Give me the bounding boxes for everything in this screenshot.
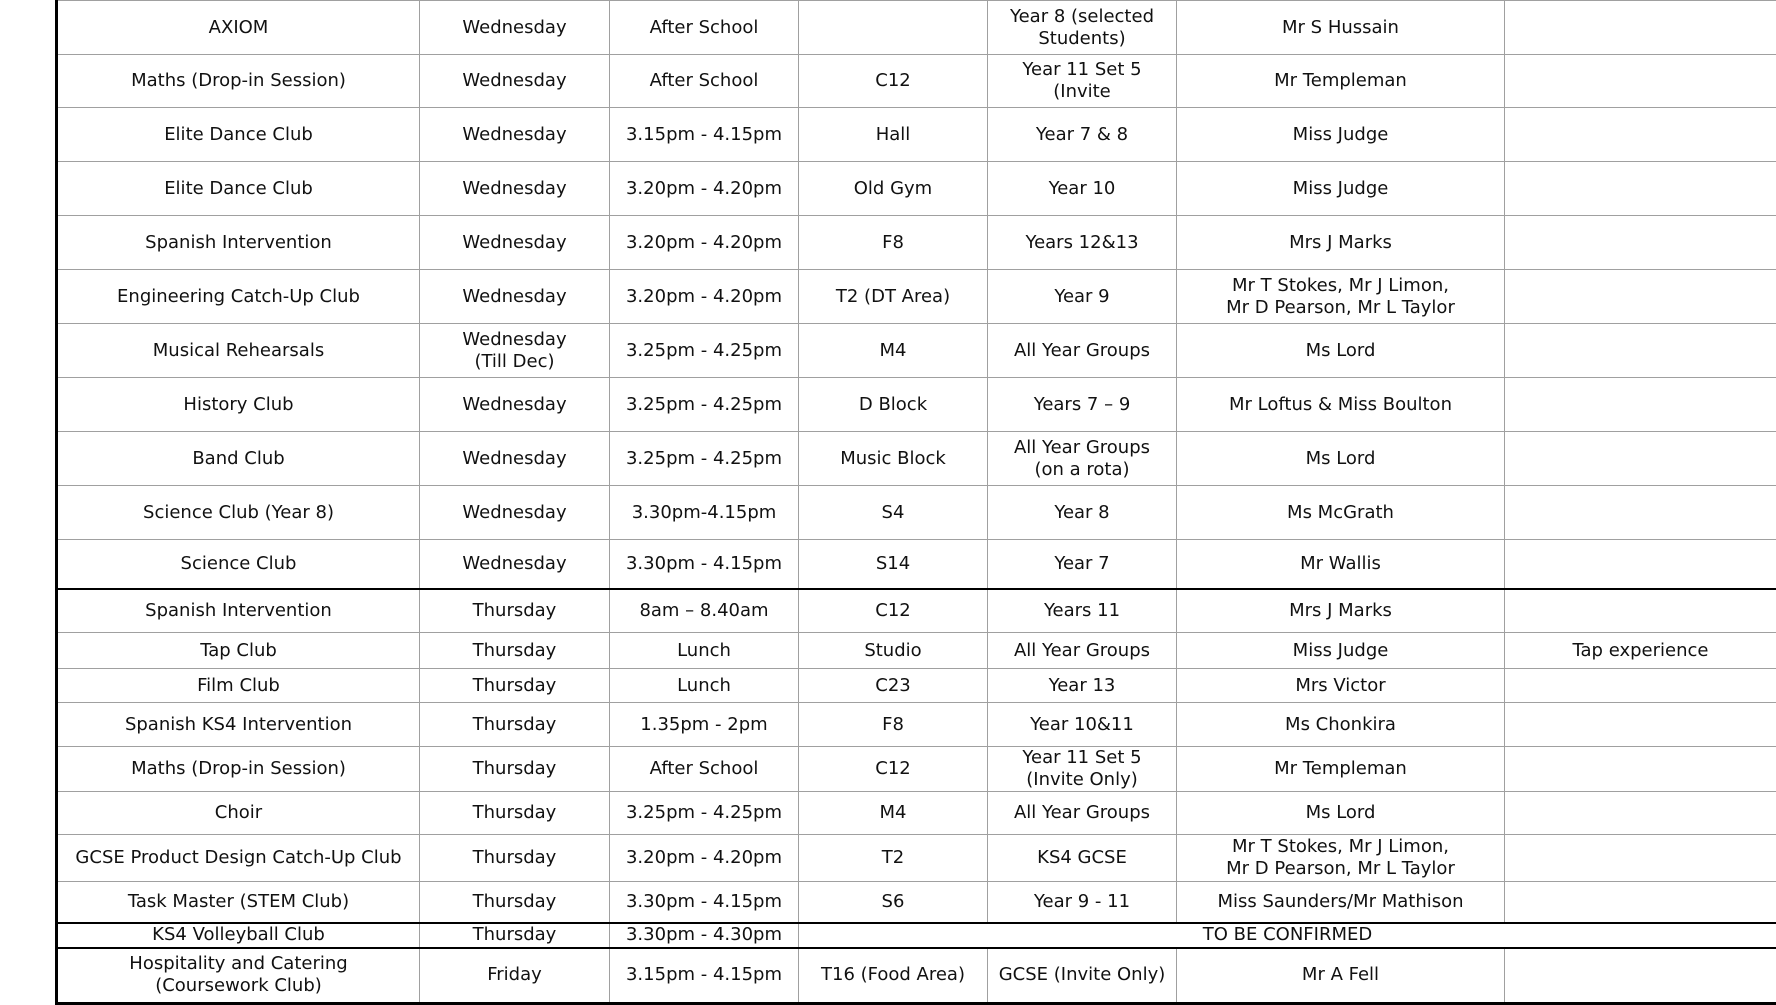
cell-day: Wednesday [420, 55, 610, 108]
cell-notes [1505, 432, 1776, 486]
cell-time: 3.15pm - 4.15pm [610, 948, 799, 1004]
cell-activity: Spanish Intervention [57, 589, 420, 633]
table-row [57, 1, 1776, 55]
cell-staff: Mr A Fell [1177, 948, 1505, 1004]
cell-year: Year 7 [988, 540, 1177, 589]
cell-year: Year 9 [988, 270, 1177, 324]
cell-time: 3.25pm - 4.25pm [610, 432, 799, 486]
cell-day: Wednesday [420, 270, 610, 324]
cell-to-be-confirmed: TO BE CONFIRMED [799, 923, 1776, 948]
cell-time: 3.20pm - 4.20pm [610, 270, 799, 324]
cell-room: F8 [799, 703, 988, 747]
cell-year: Year 8 (selected Students) [988, 1, 1177, 55]
cell-room: T2 [799, 835, 988, 882]
cell-activity: Film Club [57, 669, 420, 703]
cell-activity: Science Club [57, 540, 420, 589]
cell-year: Year 9 - 11 [988, 882, 1177, 923]
cell-activity: GCSE Product Design Catch-Up Club [57, 835, 420, 882]
cell-room: C12 [799, 747, 988, 792]
cell-day: Thursday [420, 703, 610, 747]
cell-day: Wednesday [420, 108, 610, 162]
cell-time: 3.30pm - 4.30pm [610, 923, 799, 948]
cell-room: S6 [799, 882, 988, 923]
cell-time: 3.30pm - 4.15pm [610, 882, 799, 923]
cell-year: All Year Groups (on a rota) [988, 432, 1177, 486]
cell-year: Year 13 [988, 669, 1177, 703]
cell-room: M4 [799, 792, 988, 835]
cell-notes [1505, 882, 1776, 923]
table-row [57, 162, 1776, 216]
cell-year: Years 7 – 9 [988, 378, 1177, 432]
cell-room: C12 [799, 55, 988, 108]
table-row [57, 378, 1776, 432]
cell-day: Wednesday (Till Dec) [420, 324, 610, 378]
table-row [57, 324, 1776, 378]
cell-staff: Ms Lord [1177, 324, 1505, 378]
cell-activity: Spanish Intervention [57, 216, 420, 270]
cell-room: F8 [799, 216, 988, 270]
cell-notes [1505, 108, 1776, 162]
table-row [57, 486, 1776, 540]
cell-notes [1505, 378, 1776, 432]
cell-day: Wednesday [420, 162, 610, 216]
cell-staff: Mr S Hussain [1177, 1, 1505, 55]
cell-notes [1505, 792, 1776, 835]
cell-time: 3.30pm - 4.15pm [610, 540, 799, 589]
cell-time: 3.25pm - 4.25pm [610, 378, 799, 432]
cell-day: Thursday [420, 633, 610, 669]
cell-activity: Elite Dance Club [57, 162, 420, 216]
cell-time: 3.30pm-4.15pm [610, 486, 799, 540]
table-row [57, 882, 1776, 923]
cell-time: 1.35pm - 2pm [610, 703, 799, 747]
cell-room: Hall [799, 108, 988, 162]
cell-year: Year 10&11 [988, 703, 1177, 747]
cell-year: Year 7 & 8 [988, 108, 1177, 162]
table-row [57, 540, 1776, 589]
cell-notes [1505, 703, 1776, 747]
cell-year: Years 12&13 [988, 216, 1177, 270]
cell-room: S14 [799, 540, 988, 589]
cell-notes [1505, 162, 1776, 216]
cell-activity: Choir [57, 792, 420, 835]
cell-day: Wednesday [420, 216, 610, 270]
cell-notes: Tap experience [1505, 633, 1776, 669]
cell-day: Thursday [420, 882, 610, 923]
cell-room: C12 [799, 589, 988, 633]
cell-staff: Ms McGrath [1177, 486, 1505, 540]
cell-activity: Musical Rehearsals [57, 324, 420, 378]
table-row [57, 270, 1776, 324]
cell-year: KS4 GCSE [988, 835, 1177, 882]
cell-year: All Year Groups [988, 792, 1177, 835]
cell-staff: Mr T Stokes, Mr J Limon, Mr D Pearson, Mr L Taylor [1177, 270, 1505, 324]
cell-activity: History Club [57, 378, 420, 432]
cell-activity: Engineering Catch-Up Club [57, 270, 420, 324]
cell-year: Year 11 Set 5 (Invite Only) [988, 747, 1177, 792]
cell-notes [1505, 540, 1776, 589]
cell-staff: Ms Lord [1177, 792, 1505, 835]
cell-activity: Task Master (STEM Club) [57, 882, 420, 923]
table-row-volleyball [57, 923, 1776, 948]
cell-staff: Miss Judge [1177, 162, 1505, 216]
cell-room: M4 [799, 324, 988, 378]
cell-year: Years 11 [988, 589, 1177, 633]
cell-time: After School [610, 1, 799, 55]
cell-time: 3.25pm - 4.25pm [610, 324, 799, 378]
cell-staff: Miss Judge [1177, 633, 1505, 669]
cell-time: 3.15pm - 4.15pm [610, 108, 799, 162]
cell-notes [1505, 835, 1776, 882]
cell-year: Year 10 [988, 162, 1177, 216]
table-row [57, 703, 1776, 747]
table-row [57, 835, 1776, 882]
cell-notes [1505, 270, 1776, 324]
cell-time: Lunch [610, 633, 799, 669]
cell-time: 3.25pm - 4.25pm [610, 792, 799, 835]
cell-year: GCSE (Invite Only) [988, 948, 1177, 1004]
cell-notes [1505, 948, 1776, 1004]
cell-activity: Tap Club [57, 633, 420, 669]
cell-day: Thursday [420, 589, 610, 633]
cell-notes [1505, 747, 1776, 792]
cell-time: 8am – 8.40am [610, 589, 799, 633]
cell-time: Lunch [610, 669, 799, 703]
cell-staff: Mrs J Marks [1177, 589, 1505, 633]
cell-notes [1505, 216, 1776, 270]
cell-day: Wednesday [420, 540, 610, 589]
cell-staff: Miss Saunders/Mr Mathison [1177, 882, 1505, 923]
cell-staff: Mr Loftus & Miss Boulton [1177, 378, 1505, 432]
table-row [57, 669, 1776, 703]
cell-time: After School [610, 55, 799, 108]
cell-year: All Year Groups [988, 324, 1177, 378]
cell-time: 3.20pm - 4.20pm [610, 835, 799, 882]
cell-room: T2 (DT Area) [799, 270, 988, 324]
cell-notes [1505, 486, 1776, 540]
cell-activity: Elite Dance Club [57, 108, 420, 162]
cell-staff: Mr Templeman [1177, 55, 1505, 108]
table-row [57, 792, 1776, 835]
cell-activity: Hospitality and Catering (Coursework Club) [57, 948, 420, 1004]
cell-room: Studio [799, 633, 988, 669]
cell-day: Wednesday [420, 378, 610, 432]
cell-activity: AXIOM [57, 1, 420, 55]
cell-staff: Miss Judge [1177, 108, 1505, 162]
cell-notes [1505, 324, 1776, 378]
cell-day: Thursday [420, 923, 610, 948]
cell-notes [1505, 1, 1776, 55]
cell-activity: KS4 Volleyball Club [57, 923, 420, 948]
cell-room: Old Gym [799, 162, 988, 216]
table-row [57, 55, 1776, 108]
cell-activity: Maths (Drop-in Session) [57, 747, 420, 792]
cell-room: Music Block [799, 432, 988, 486]
cell-room: T16 (Food Area) [799, 948, 988, 1004]
cell-day: Friday [420, 948, 610, 1004]
table-row [57, 747, 1776, 792]
cell-day: Thursday [420, 747, 610, 792]
cell-day: Wednesday [420, 486, 610, 540]
cell-room [799, 1, 988, 55]
clubs-schedule-table [55, 0, 1776, 1005]
table-row [57, 589, 1776, 633]
cell-staff: Ms Lord [1177, 432, 1505, 486]
cell-staff: Ms Chonkira [1177, 703, 1505, 747]
cell-room: D Block [799, 378, 988, 432]
cell-day: Wednesday [420, 1, 610, 55]
cell-year: Year 8 [988, 486, 1177, 540]
cell-staff: Mrs J Marks [1177, 216, 1505, 270]
cell-activity: Maths (Drop-in Session) [57, 55, 420, 108]
table-row [57, 432, 1776, 486]
cell-staff: Mrs Victor [1177, 669, 1505, 703]
cell-room: C23 [799, 669, 988, 703]
cell-staff: Mr T Stokes, Mr J Limon, Mr D Pearson, Mr L Taylor [1177, 835, 1505, 882]
table-row-hospitality [57, 948, 1776, 1004]
cell-day: Thursday [420, 792, 610, 835]
cell-notes [1505, 669, 1776, 703]
cell-time: 3.20pm - 4.20pm [610, 162, 799, 216]
table-row [57, 216, 1776, 270]
cell-room: S4 [799, 486, 988, 540]
cell-notes [1505, 55, 1776, 108]
cell-time: After School [610, 747, 799, 792]
cell-day: Wednesday [420, 432, 610, 486]
cell-year: Year 11 Set 5 (Invite [988, 55, 1177, 108]
table-row [57, 108, 1776, 162]
cell-activity: Science Club (Year 8) [57, 486, 420, 540]
cell-notes [1505, 589, 1776, 633]
cell-activity: Spanish KS4 Intervention [57, 703, 420, 747]
cell-year: All Year Groups [988, 633, 1177, 669]
table-row [57, 633, 1776, 669]
cell-staff: Mr Templeman [1177, 747, 1505, 792]
cell-time: 3.20pm - 4.20pm [610, 216, 799, 270]
cell-staff: Mr Wallis [1177, 540, 1505, 589]
cell-day: Thursday [420, 669, 610, 703]
cell-activity: Band Club [57, 432, 420, 486]
schedule-body [57, 1, 1776, 1004]
cell-day: Thursday [420, 835, 610, 882]
